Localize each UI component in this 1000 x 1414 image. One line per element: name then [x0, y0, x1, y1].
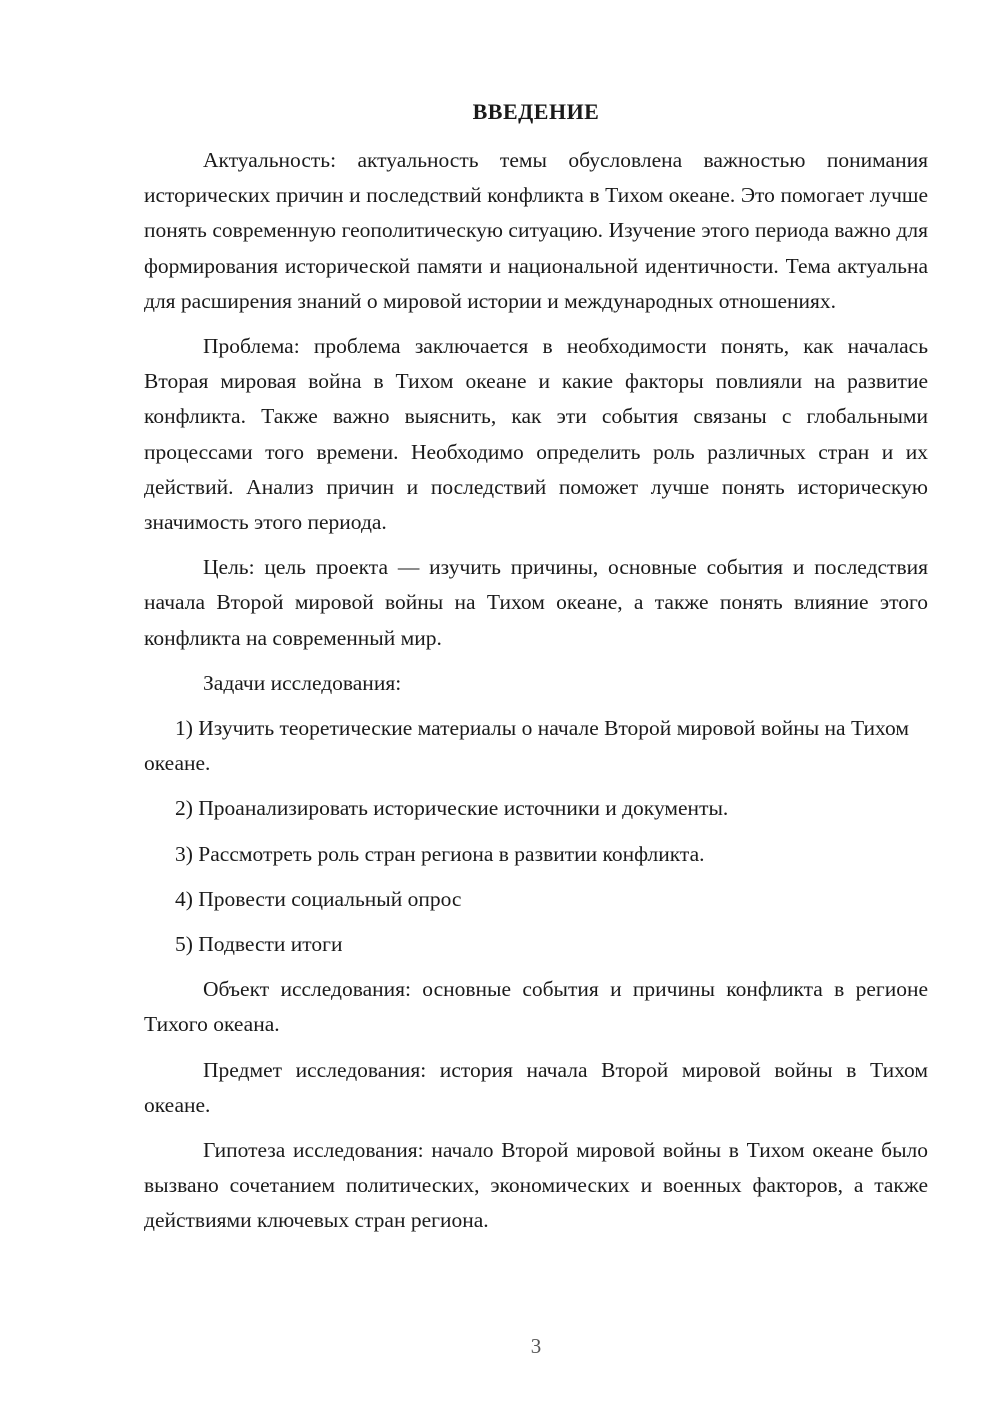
page-number: 3 — [530, 1334, 542, 1358]
paragraph-subject: Предмет исследования: история начала Второй мировой войны в Тихом океане. — [144, 1057, 928, 1117]
list-item-task-1: 1) Изучить теоретические материалы о начале Второй мировой войны на Тихом океане. — [144, 716, 909, 776]
paragraph-problem: Проблема: проблема заключается в необходимости понять, как началась Вторая мировая война в Тихом океане и какие факторы повлияли на развитие конфликта. Также важно выяснить, как эти события связаны с глобальными процессами того времени. Необходимо определить роль различных стран и их действий. Анализ причин и последствий поможет лучше понять историческую значимость этого периода. — [144, 334, 928, 535]
list-item-task-5: 5) Подвести итоги — [175, 932, 343, 957]
paragraph-object: Объект исследования: основные события и причины конфликта в регионе Тихого океана. — [144, 977, 928, 1037]
tasks-title: Задачи исследования: — [203, 670, 402, 695]
document-body — [144, 143, 928, 1239]
paragraph-hypothesis: Гипотеза исследования: начало Второй мировой войны в Тихом океане было вызвано сочетанием политических, экономических и военных факторов, а также действиями ключевых стран региона. — [144, 1138, 928, 1233]
list-item-task-4: 4) Провести социальный опрос — [175, 886, 462, 911]
list-item-task-3: 3) Рассмотреть роль стран региона в развитии конфликта. — [175, 841, 705, 866]
paragraph-relevance: Актуальность: актуальность темы обусловлена важностью понимания исторических причин и последствий конфликта в Тихом океане. Это помогает лучше понять современную геополитическую ситуацию. Изучение этого периода важно для формирования исторической памяти и национальной идентичности. Тема актуальна для расширения знаний о мировой истории и международных отношениях. — [144, 148, 928, 313]
page-title: ВВЕДЕНИЕ — [472, 99, 600, 124]
list-item-task-2: 2) Проанализировать исторические источники и документы. — [175, 796, 729, 821]
paragraph-goal: Цель: цель проекта — изучить причины, основные события и последствия начала Второй мировой войны на Тихом океане, а также понять влияние этого конфликта на современный мир. — [144, 555, 928, 650]
